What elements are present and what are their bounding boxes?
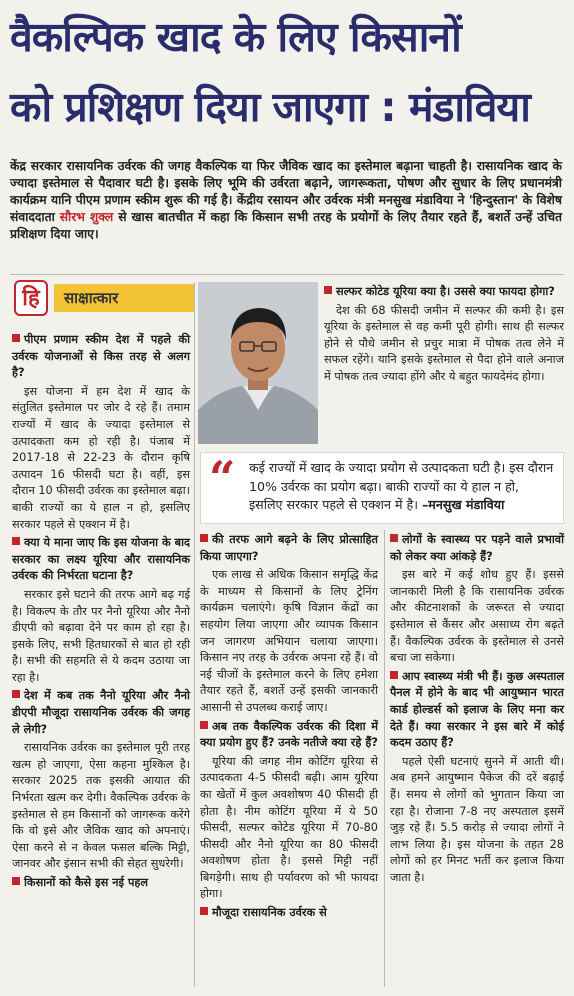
section-label: साक्षात्कार xyxy=(54,284,194,312)
question-text: पीएम प्रणाम स्कीम देश में पहले की उर्वरक योजनाओं से किस तरह से अलग है? xyxy=(12,333,190,380)
question-bullet-icon xyxy=(200,907,208,915)
minister-photo xyxy=(198,282,318,444)
question xyxy=(12,332,190,382)
question-text: मौजूदा रासायनिक उर्वरक से xyxy=(212,906,327,920)
question-text: किसानों को कैसे इस नई पहल xyxy=(24,876,149,889)
question-bullet-icon xyxy=(12,690,20,698)
question-text: की तरफ आगे बढ़ने के लिए प्रोत्साहित किया जाएगा? xyxy=(200,533,378,563)
question xyxy=(324,284,564,301)
question xyxy=(12,688,190,738)
quote-mark-icon: “ xyxy=(209,451,236,505)
question-bullet-icon xyxy=(390,534,398,542)
intro-paragraph xyxy=(10,158,562,243)
divider xyxy=(10,274,564,275)
interview-badge xyxy=(14,280,184,316)
intro-text-2: से खास बातचीत में कहा कि किसान सभी तरह के प्रयोगों के लिए तैयार रहते हैं, बशर्ते उन्हें उचित प्रशिक्षण दिया जाए। xyxy=(10,210,563,241)
question xyxy=(12,875,190,892)
intro-text-1: केंद्र सरकार रासायनिक उर्वरक की जगह वैकल्पिक या फिर जैविक खाद का इस्तेमाल बढ़ाना चाहती है। रासायनिक खाद के ज्यादा इस्तेमाल से पैदावार घटी है। इसके लिए भूमि की उर्वरता बढ़ाने, जागरूकता, पोषण और सुधार के लिए प्रधानमंत्री कार्यक्रम यानि पीएम प्रणाम स्कीम शुरू की गई है। केंद्रीय रसायन और उर्वरक मंत्री मनसुख मंडाविया ने 'हिन्दुस्तान' के विशेष संवाददाता xyxy=(10,159,562,224)
question-text: आप स्वास्थ्य मंत्री भी हैं। कुछ अस्पताल पैनल में होने के बाद भी आयुष्मान भारत कार्ड होल्डर्स को इलाज के लिए मना कर देते हैं। क्या सरकार ने इस बारे में कोई कदम उठाए हैं? xyxy=(390,669,564,750)
pull-quote xyxy=(200,452,564,524)
question-bullet-icon xyxy=(324,286,332,294)
hindustan-logo-icon: हि xyxy=(14,280,48,316)
quote-body: कई राज्यों में खाद के ज्यादा प्रयोग से उत्पादकता घटी है। इस दौरान 10% उर्वरक का प्रयोग बढ़ा। बाकी राज्यों का ये हाल न हो, इसलिए सरकार पहले से एक्शन में है। xyxy=(249,460,554,512)
quote-attribution: –मनसुख मंडाविया xyxy=(422,497,505,512)
answer-paragraph: इस योजना में हम देश में खाद के संतुलित इस्तेमाल पर जोर दे रहे हैं। तमाम राज्यों में खाद के ज्यादा इस्तेमाल से उत्पादकता कम हो रही है। पंजाब में 2017-18 से 22-23 के दौरान कृषि उत्पादन 16 फीसदी घटा है। वहीं, इस दौरान 10 फीसदी उर्वरक का इस्तेमाल बढ़ा। बाकी राज्यों का ये हाल न हो, इसलिए सरकार पहले से एक्शन में है। xyxy=(12,384,190,531)
column-divider xyxy=(384,530,385,987)
answer-paragraph: सरकार इसे घटाने की तरफ आगे बढ़ गई है। विकल्प के तौर पर नैनो यूरिया और नैनो डीएपी को बढ़ावा देने पर काम हो रहा है। इसके लिए, सभी हितधारकों से बात हो रही है। सभी की सहमति से ये कदम उठाया जा रहा है। xyxy=(12,587,190,684)
question xyxy=(390,669,564,752)
question xyxy=(200,905,378,922)
question-text: लोगों के स्वास्थ्य पर पड़ने वाले प्रभावों को लेकर क्या आंकड़े हैं? xyxy=(390,533,564,563)
question xyxy=(390,532,564,565)
question-bullet-icon xyxy=(12,334,20,342)
answer-paragraph: एक लाख से अधिक किसान समृद्धि केंद्र के माध्यम से किसानों के लिए ट्रेनिंग कार्यक्रम चलाएंगे। कृषि विज्ञान केंद्रों का सहयोग लिया जाएगा और व्यापक किसान जन जागरण अभियान चलाया जाएगा। किसान नए तरह के उर्वरक अपना रहे हैं। वो नई चीजों के इस्तेमाल करने के लिए हमेशा तैयार रहते हैं, बशर्ते उन्हें इसकी जानकारी आसानी से उपलब्ध कराई जाए। xyxy=(200,568,378,714)
question-text: सल्फर कोटेड यूरिया क्या है। उससे क्या फायदा होगा? xyxy=(336,285,555,298)
answer-paragraph: पहले ऐसी घटनाएं सुनने में आती थी। अब हमने आयुष्मान पैकेज की दरें बढ़ाई हैं। समय से लोगों को भुगतान किया जा रहा है। रोजाना 7-8 नए अस्पताल इसमें जुड़ रहे हैं। 5.5 करोड़ से ज्यादा लोगों ने लाभ लिया है। इस योजना के तहत 28 लोगों को हर मिनट भर्ती कर इलाज किया जाता है। xyxy=(390,754,564,884)
interview-column-1 xyxy=(12,330,190,894)
headline-line-1: वैकल्पिक खाद के लिए किसानों xyxy=(10,13,461,61)
headline-line-2: को प्रशिक्षण दिया जाएगा : मंडाविया xyxy=(10,83,530,131)
reporter-name: सौरभ शुक्ल xyxy=(59,210,114,224)
answer-paragraph: रासायनिक उर्वरक का इस्तेमाल पूरी तरह खत्म हो जाएगा, ऐसा कहना मुश्किल है। सरकार 2025 तक इसकी आयात की निर्भरता खत्म कर देगी। वैकल्पिक उर्वरक के इस्तेमाल से हम किसानों को जागरूक करेंगे कि वो इसे और जैविक खाद को अपनाएं। ऐसा करने से न केवल फसल बल्कि मिट्टी, जानवर और इंसान सभी की सेहत सुधरेगी। xyxy=(12,741,190,871)
column-divider xyxy=(194,282,195,987)
question-bullet-icon xyxy=(390,671,398,679)
answer-paragraph: देश की 68 फीसदी जमीन में सल्फर की कमी है। इस यूरिया के इस्तेमाल से वह कमी पूरी होगी। साथ ही सल्फर होने से पौधे जमीन से प्रचुर मात्रा में पोषक तत्व लेने में सफल रहेंगे। यानि इसके इस्तेमाल से पैदा होने वाले अनाज में पोषक तत्व ज्यादा होंगे और ये बहुत फायदेमंद होगा। xyxy=(324,303,564,383)
question xyxy=(200,719,378,752)
question-bullet-icon xyxy=(200,721,208,729)
question-text: देश में कब तक नैनो यूरिया और नैनो डीएपी मौजूदा रासायनिक उर्वरक की जगह ले लेगी? xyxy=(12,689,190,736)
question-bullet-icon xyxy=(12,537,20,545)
answer-paragraph: इस बारे में कई शोध हुए हैं। इससे जानकारी मिली है कि रासायनिक उर्वरक और कीटनाशकों के जरूरत से ज्यादा इस्तेमाल से कैंसर और असाध्य रोग बढ़ते हैं। वैकल्पिक उर्वरक के इस्तेमाल से उनसे बचा जा सकेगा। xyxy=(390,568,564,665)
interview-column-3 xyxy=(390,530,564,888)
question xyxy=(200,532,378,565)
quote-text xyxy=(249,459,555,515)
answer-paragraph: यूरिया की जगह नीम कोटिंग यूरिया से उत्पादकता 4-5 फीसदी बढ़ी। आम यूरिया का खेतों में कुल अवशोषण 40 फीसदी ही होता है। नीम कोटिंग यूरिया में ये 50 फीसदी, सल्फर कोटेड यूरिया में 70-80 फीसदी और नैनो यूरिया का 80 फीसदी अवशोषण होता है। इससे मिट्टी नहीं बिगड़ेगी। साथ ही पर्यावरण को भी फायदा होगा। xyxy=(200,754,378,901)
question-bullet-icon xyxy=(200,534,208,542)
question-text: अब तक वैकल्पिक उर्वरक की दिशा में क्या प्रयोग हुए हैं? उनके नतीजे क्या रहे हैं? xyxy=(200,719,378,750)
question-bullet-icon xyxy=(12,877,20,885)
interview-column-2 xyxy=(200,530,378,924)
answer-column-top xyxy=(324,282,564,388)
question-text: क्या ये माना जाए कि इस योजना के बाद सरकार का लक्ष्य यूरिया और रासायनिक उर्वरक की निर्भरता घटाना है? xyxy=(12,536,190,583)
question xyxy=(12,535,190,585)
